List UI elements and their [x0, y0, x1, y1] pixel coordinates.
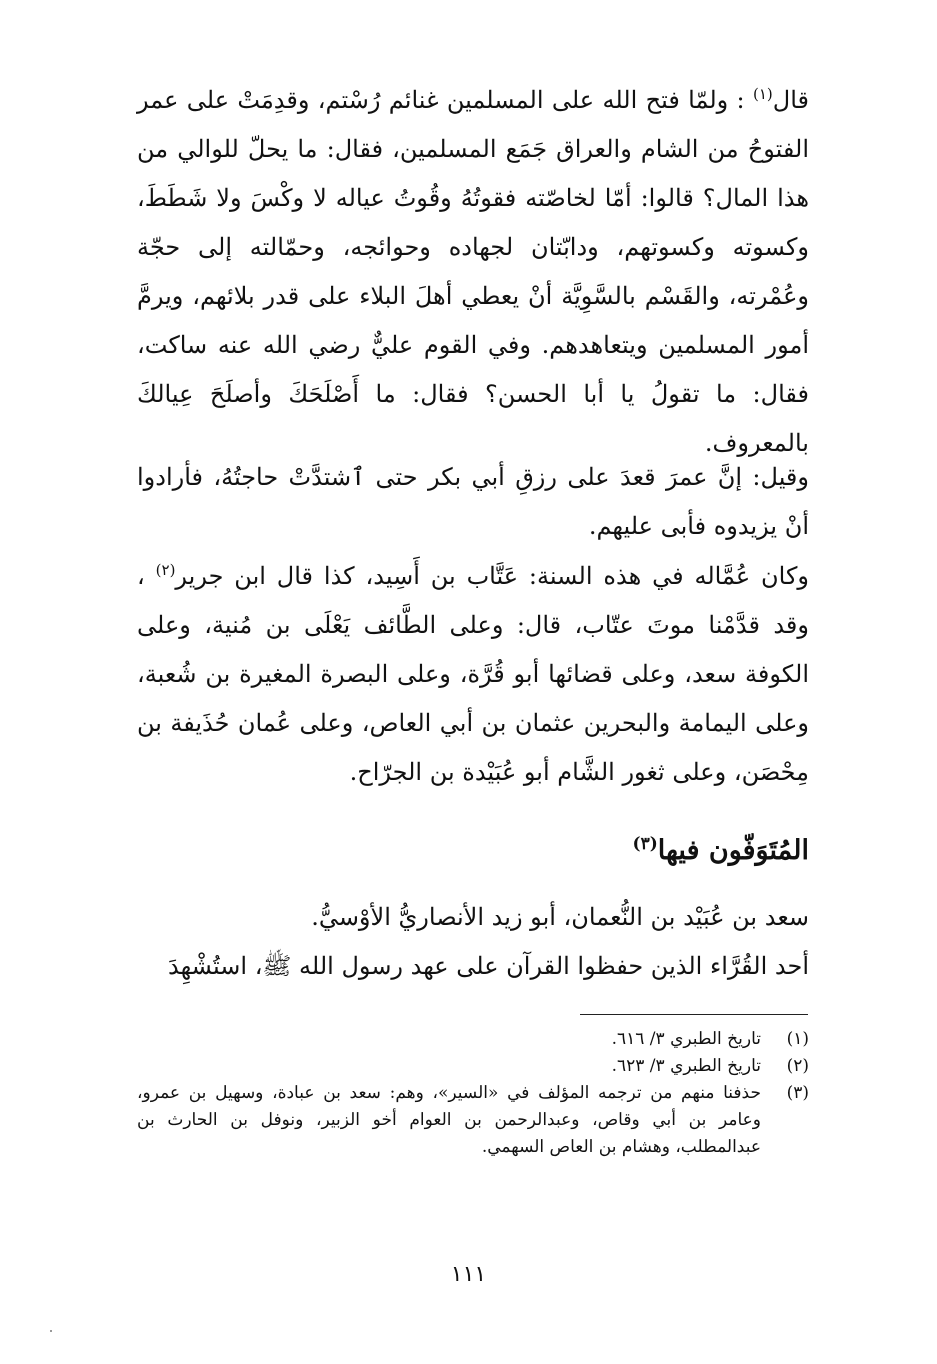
footnote-text: تاريخ الطبري ٣/ ٦١٦. — [611, 1029, 761, 1049]
footnote-text: تاريخ الطبري ٣/ ٦٢٣. — [611, 1056, 761, 1076]
footnote-ref-1[interactable]: (١) — [752, 85, 773, 103]
biography-text-line: أحد القُرَّاء الذين حفظوا القرآن على عهد رسول الله ﷺ، استُشْهِدَ — [167, 952, 809, 980]
paragraph-text: قال — [772, 86, 809, 114]
section-heading-text: المُتَوَفّون فيها — [657, 835, 809, 866]
footnote-number: (١) — [786, 1029, 809, 1049]
paragraph-text: وكان عُمَّاله في هذه السنة: عَتَّاب بن أَسِيد، كذا قال ابن جرير — [175, 562, 810, 590]
footnote-ref-3[interactable]: (٣) — [632, 834, 658, 854]
paragraph-umar-allowance: وقيل: إنَّ عمرَ قعدَ على رزقِ أبي بكر حتى ٱشتدَّتْ حاجتُهُ، فأرادوا أنْ يزيدوه فأبى عليهم. — [137, 463, 809, 540]
footnote-number: (٣) — [786, 1083, 809, 1103]
biography-entry — [137, 893, 809, 991]
paragraph-text: : ولمّا فتح الله على المسلمين غنائم رُسْتم، وقدِمَتْ على عمر الفتوحُ من الشام والعراق جَمَع المسلمين، فقال: ما يحلّ للوالي من هذا المال؟ قالوا: أمّا لخاصّته فقوتُهُ وقُوتُ عياله لا وكْسَ ولا شَطَطَ، وكسوته وكسوتهم، ودابّتان لجهاده وحوائجه، وحمّالته إلى حجّة وعُمْرته، والقَسْم بالسَّوِيَّة أنْ يعطي أهلَ البلاء على قدر بلائهم، ويرمَّ أمور المسلمين ويتعاهدهم. وفي القوم عليٌّ رضي الله عنه ساكت، فقال: ما تقولُ يا أبا الحسن؟ فقال: ما أَصْلَحَكَ وأصلَحَ عِيالكَ بالمعروف. — [137, 86, 809, 457]
footnote-3 — [137, 1080, 809, 1161]
footnotes — [137, 1026, 809, 1161]
paragraph-text: ، وقد قدَّمْنا موتَ عتّاب، قال: وعلى الطَّائف يَعْلَى بن مُنية، وعلى الكوفة سعد، وعلى قضائها أبو قُرَّة، وعلى البصرة المغيرة بن شُعبة، وعلى اليمامة والبحرين عثمان بن أبي العاص، وعلى عُمان حُذَيفة بن مِحْصَن، وعلى ثغور الشَّام أبو عُبَيْدة بن الجرّاح. — [137, 562, 809, 786]
section-heading-deceased — [137, 826, 809, 876]
footnote-1 — [137, 1026, 809, 1053]
biography-name-line: سعد بن عُبَيْد بن النُّعمان، أبو زيد الأنصاريُّ الأوْسيُّ. — [311, 903, 809, 931]
paragraph-revenue-ruling — [137, 76, 809, 468]
footnote-divider — [580, 1014, 808, 1015]
scan-speck — [50, 1330, 52, 1332]
footnote-2 — [137, 1053, 809, 1080]
paragraph-governors — [137, 552, 809, 797]
footnote-text: حذفنا منهم من ترجمه المؤلف في «السير»، وهم: سعد بن عبادة، وسهيل بن عمرو، وعامر بن أبي وقاص، وعبدالرحمن بن العوام أخو الزبير، ونوفل بن الحارث بن عبدالمطلب، وهشام بن العاص السهمي. — [137, 1083, 761, 1157]
footnote-ref-2[interactable]: (٢) — [155, 561, 176, 579]
footnote-number: (٢) — [786, 1056, 809, 1076]
page-number: ١١١ — [450, 1262, 487, 1287]
